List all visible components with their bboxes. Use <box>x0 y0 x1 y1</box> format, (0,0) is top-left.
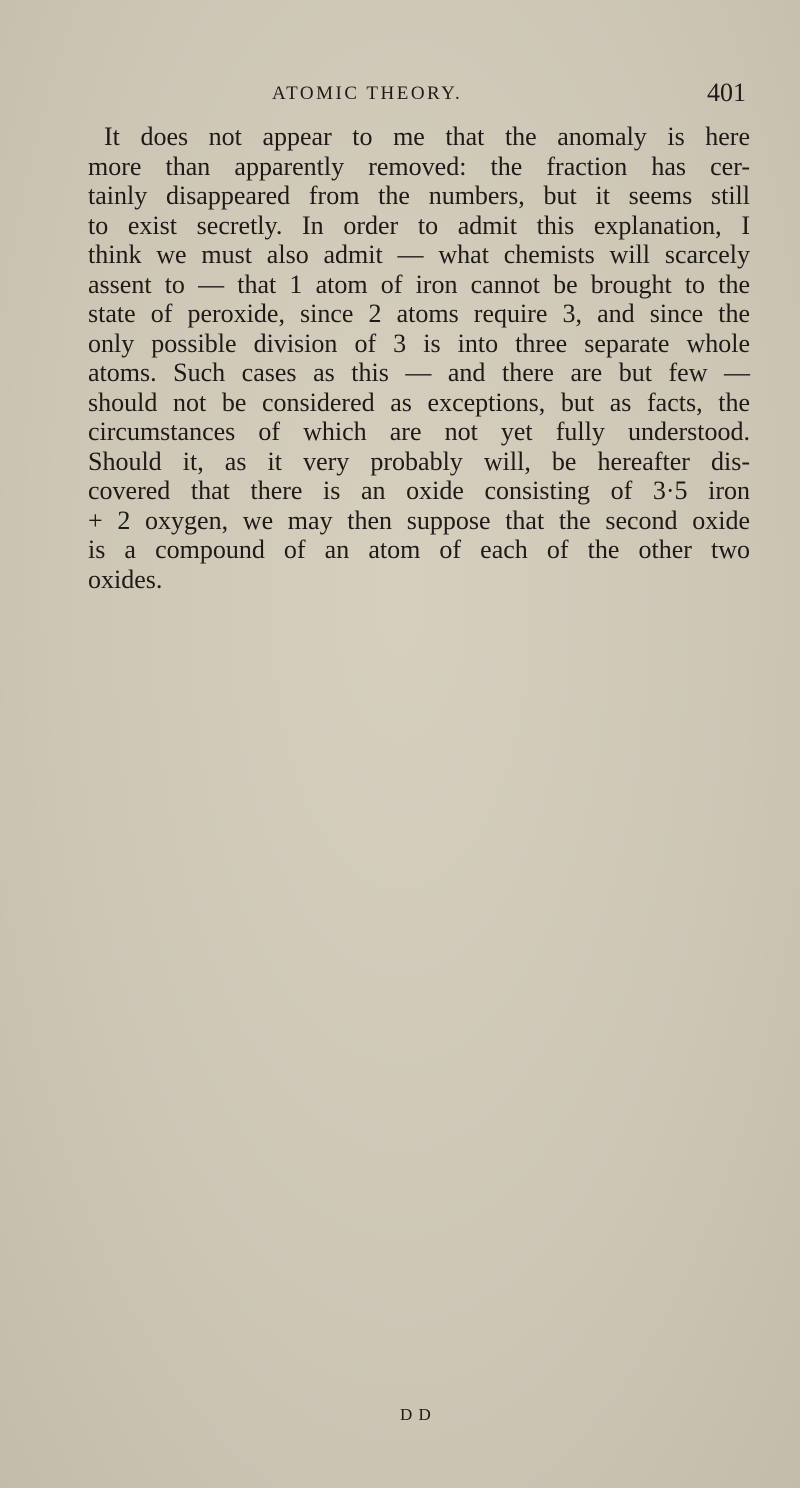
text-line: atoms. Such cases as this — and there are but few — <box>88 358 750 387</box>
text-line: tainly disappeared from the numbers, but it seems still <box>88 181 750 210</box>
text-line: Should it, as it very probably will, be hereafter dis- <box>88 446 750 476</box>
text-line: circumstances of which are not yet fully understood. <box>88 417 750 446</box>
text-line: oxides. <box>88 564 163 594</box>
text-line: should not be considered as exceptions, but as facts, the <box>88 387 750 417</box>
text-line: to exist secretly. In order to admit this explanation, I <box>88 210 750 240</box>
running-title: ATOMIC THEORY. <box>272 83 463 104</box>
text-line: assent to — that 1 atom of iron cannot be brought to the <box>88 269 750 299</box>
signature-mark: D D <box>400 1405 432 1424</box>
text-line: think we must also admit — what chemists will scarcely <box>88 240 750 269</box>
text-line: It does not appear to me that the anomaly is here <box>104 122 750 151</box>
text-line: covered that there is an oxide consisting of 3·5 iron <box>88 476 750 505</box>
body-paragraph <box>88 122 750 594</box>
text-line: + 2 oxygen, we may then suppose that the second oxide <box>88 505 750 535</box>
text-line: more than apparently removed: the fraction has cer- <box>88 151 750 181</box>
page-number: 401 <box>707 78 746 107</box>
text-line: only possible division of 3 is into three separate whole <box>88 328 750 358</box>
text-line: is a compound of an atom of each of the other two <box>88 535 750 564</box>
text-line: state of peroxide, since 2 atoms require 3, and since the <box>88 299 750 328</box>
running-head <box>100 80 748 110</box>
